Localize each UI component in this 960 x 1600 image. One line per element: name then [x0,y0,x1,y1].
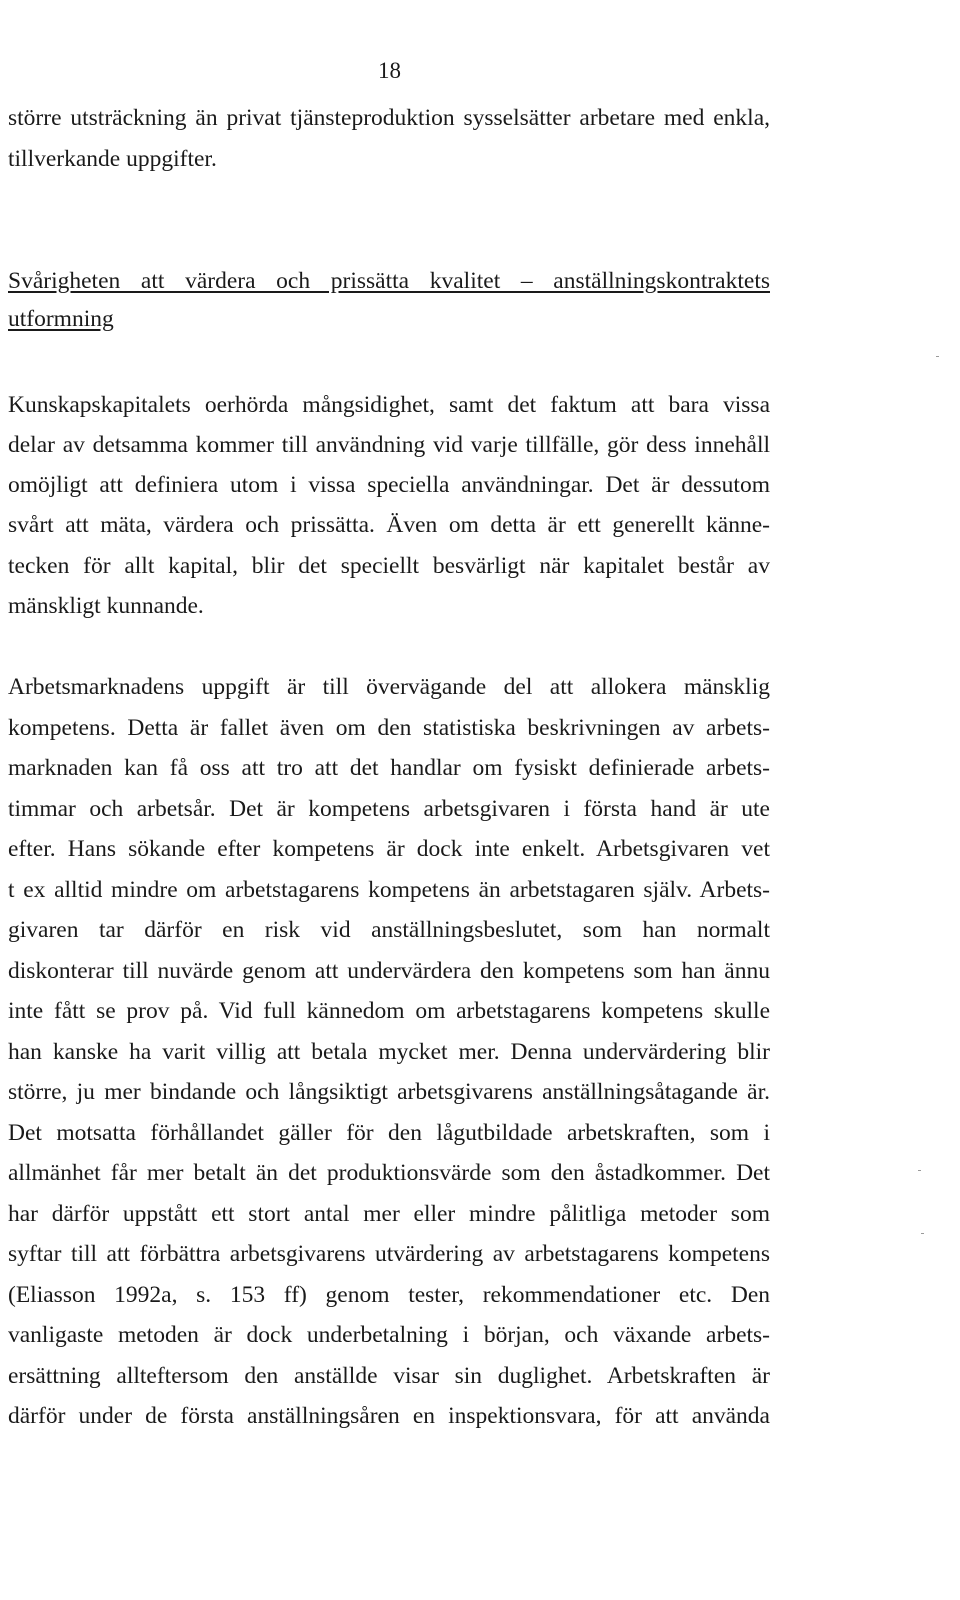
text-line: mänskligt kunnande. [8,593,204,619]
scan-speck [921,1233,924,1234]
text-line: ersättning allteftersom den anställde visar sin duglighet. Arbetskraften är [8,1363,770,1389]
scan-speck [936,356,939,357]
text-line: (Eliasson 1992a, s. 153 ff) genom tester, rekommendationer etc. Den [8,1282,770,1308]
text-line: vanligaste metoden är dock underbetalning i början, och växande arbets- [8,1322,770,1348]
text-line: timmar och arbetsår. Det är kompetens arbetsgivaren i första hand är ute [8,796,770,822]
text-line: större utsträckning än privat tjänsteproduktion sysselsätter arbetare med enkla, [8,105,770,131]
text-line: givaren tar därför en risk vid anställningsbeslutet, som han normalt [8,917,770,943]
heading-line: Svårigheten att värdera och prissätta kvalitet – anställningskontraktets [8,268,770,294]
text-line: syftar till att förbättra arbetsgivarens utvärdering av arbetstagarens kompetens [8,1241,770,1267]
text-line: har därför uppstått ett stort antal mer eller mindre pålitliga metoder som [8,1201,770,1227]
page-number: 18 [378,58,401,83]
text-line: Kunskapskapitalets oerhörda mångsidighet, samt det faktum att bara vissa [8,392,770,418]
text-line: omöjligt att definiera utom i vissa speciella användningar. Det är dessutom [8,472,770,498]
text-line: svårt att mäta, värdera och prissätta. Även om detta är ett generellt känne- [8,512,770,538]
text-line: t ex alltid mindre om arbetstagarens kompetens än arbetstagaren själv. Arbets- [8,877,770,903]
text-line: Arbetsmarknadens uppgift är till övervägande del att allokera mänsklig [8,674,770,700]
text-line: delar av detsamma kommer till användning vid varje tillfälle, gör dess innehåll [8,432,770,458]
scan-speck [918,1170,921,1171]
text-line: tillverkande uppgifter. [8,146,217,172]
heading-line: utformning [8,306,114,332]
text-line: diskonterar till nuvärde genom att undervärdera den kompetens som han ännu [8,958,770,984]
text-line: tecken för allt kapital, blir det speciellt besvärligt när kapitalet består av [8,553,770,579]
text-line: allmänhet får mer betalt än det produktionsvärde som den åstadkommer. Det [8,1160,770,1186]
text-line: han kanske ha varit villig att betala mycket mer. Denna undervärdering blir [8,1039,770,1065]
text-line: inte fått se prov på. Vid full kännedom om arbetstagarens kompetens skulle [8,998,770,1024]
text-line: därför under de första anställningsåren en inspektionsvara, för att använda [8,1403,770,1429]
text-line: marknaden kan få oss att tro att det handlar om fysiskt definierade arbets- [8,755,770,781]
text-line: Det motsatta förhållandet gäller för den lågutbildade arbetskraften, som i [8,1120,770,1146]
text-line: större, ju mer bindande och långsiktigt arbetsgivarens anställningsåtagande är. [8,1079,770,1105]
text-line: kompetens. Detta är fallet även om den statistiska beskrivningen av arbets- [8,715,770,741]
text-line: efter. Hans sökande efter kompetens är dock inte enkelt. Arbetsgivaren vet [8,836,770,862]
